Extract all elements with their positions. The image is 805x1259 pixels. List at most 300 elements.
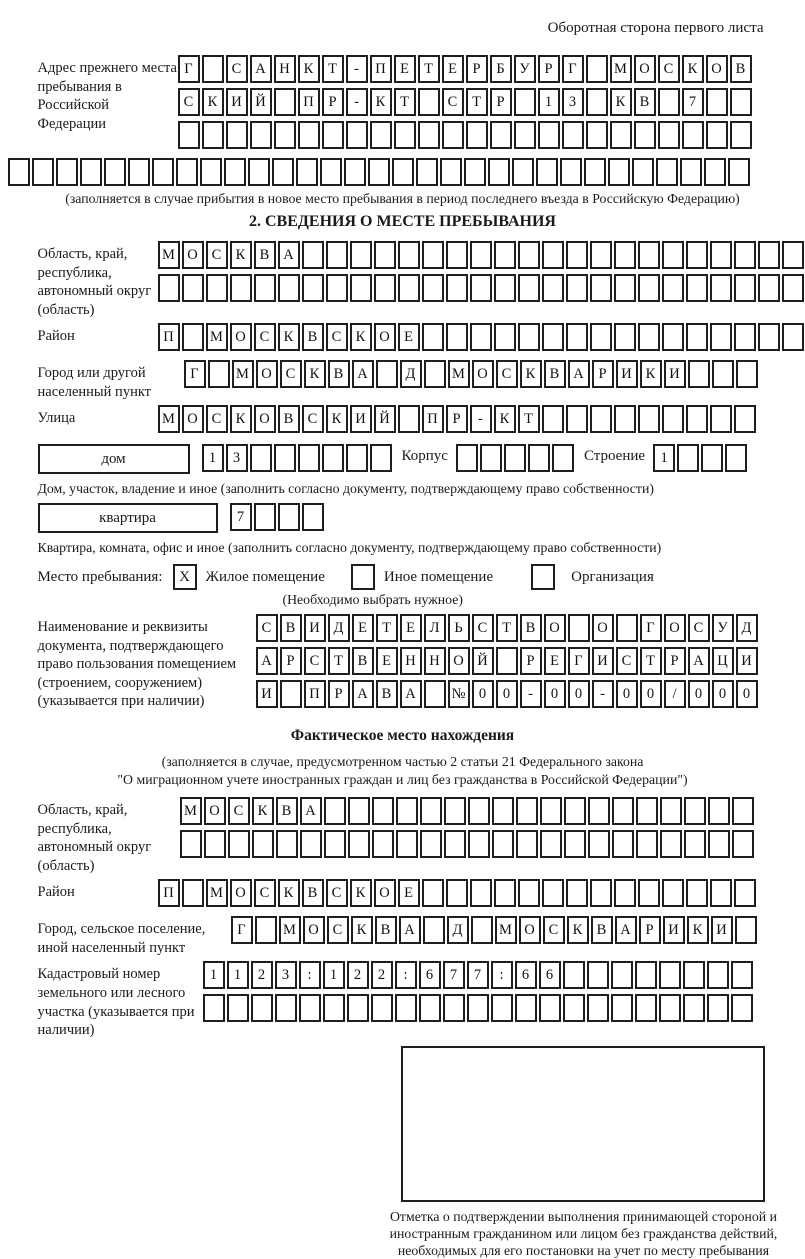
char-cell[interactable]: Р xyxy=(446,405,468,433)
char-cell[interactable] xyxy=(492,797,514,825)
char-cell[interactable] xyxy=(614,879,636,907)
char-cell[interactable]: П xyxy=(158,323,180,351)
char-cell[interactable]: А xyxy=(400,680,422,708)
char-cell[interactable] xyxy=(299,994,321,1022)
char-cell[interactable] xyxy=(758,241,780,269)
char-cell[interactable]: 0 xyxy=(640,680,662,708)
char-cell[interactable]: М xyxy=(206,323,228,351)
char-cell[interactable] xyxy=(8,158,30,186)
char-cell[interactable] xyxy=(708,797,730,825)
char-cell[interactable]: К xyxy=(370,88,392,116)
char-cell[interactable] xyxy=(470,241,492,269)
char-cell[interactable]: О xyxy=(664,614,686,642)
char-cell[interactable] xyxy=(422,323,444,351)
char-cell[interactable]: 0 xyxy=(568,680,590,708)
char-cell[interactable] xyxy=(466,121,488,149)
char-cell[interactable]: 6 xyxy=(515,961,537,989)
char-cell[interactable] xyxy=(584,158,606,186)
char-cell[interactable]: О xyxy=(256,360,278,388)
char-cell[interactable]: А xyxy=(568,360,590,388)
char-cell[interactable]: Г xyxy=(562,55,584,83)
char-cell[interactable] xyxy=(568,614,590,642)
char-cell[interactable] xyxy=(634,121,656,149)
char-cell[interactable] xyxy=(416,158,438,186)
char-cell[interactable]: С xyxy=(658,55,680,83)
char-cell[interactable] xyxy=(248,158,270,186)
char-cell[interactable] xyxy=(566,405,588,433)
char-cell[interactable] xyxy=(782,323,804,351)
char-cell[interactable] xyxy=(731,994,753,1022)
char-cell[interactable]: С xyxy=(616,647,638,675)
char-cell[interactable] xyxy=(204,830,226,858)
char-cell[interactable]: И xyxy=(664,360,686,388)
char-cell[interactable] xyxy=(152,158,174,186)
char-cell[interactable]: О xyxy=(182,241,204,269)
char-cell[interactable]: 3 xyxy=(226,444,248,472)
char-cell[interactable] xyxy=(632,158,654,186)
char-cell[interactable] xyxy=(250,444,272,472)
char-cell[interactable]: Е xyxy=(394,55,416,83)
char-cell[interactable] xyxy=(590,241,612,269)
char-cell[interactable] xyxy=(638,879,660,907)
char-cell[interactable]: С xyxy=(228,797,250,825)
char-cell[interactable] xyxy=(590,323,612,351)
char-cell[interactable] xyxy=(734,323,756,351)
char-cell[interactable]: С xyxy=(206,241,228,269)
char-cell[interactable]: К xyxy=(278,879,300,907)
char-cell[interactable] xyxy=(730,121,752,149)
char-cell[interactable] xyxy=(446,274,468,302)
char-cell[interactable] xyxy=(614,274,636,302)
char-cell[interactable]: В xyxy=(634,88,656,116)
char-cell[interactable] xyxy=(518,241,540,269)
char-cell[interactable] xyxy=(180,830,202,858)
char-cell[interactable] xyxy=(686,323,708,351)
char-cell[interactable] xyxy=(710,274,732,302)
char-cell[interactable]: В xyxy=(591,916,613,944)
char-cell[interactable] xyxy=(659,961,681,989)
char-cell[interactable] xyxy=(32,158,54,186)
char-cell[interactable] xyxy=(252,830,274,858)
char-cell[interactable] xyxy=(326,241,348,269)
char-cell[interactable] xyxy=(202,121,224,149)
char-cell[interactable] xyxy=(422,274,444,302)
char-cell[interactable] xyxy=(255,916,277,944)
char-cell[interactable] xyxy=(322,121,344,149)
char-cell[interactable]: С xyxy=(326,323,348,351)
char-cell[interactable]: 7 xyxy=(682,88,704,116)
char-cell[interactable] xyxy=(419,994,441,1022)
char-cell[interactable] xyxy=(587,961,609,989)
char-cell[interactable]: 6 xyxy=(419,961,441,989)
char-cell[interactable]: 7 xyxy=(467,961,489,989)
char-cell[interactable] xyxy=(395,994,417,1022)
char-cell[interactable] xyxy=(782,274,804,302)
checkbox-zhiloe[interactable]: X xyxy=(173,564,197,590)
char-cell[interactable] xyxy=(298,444,320,472)
char-cell[interactable] xyxy=(536,158,558,186)
char-cell[interactable] xyxy=(254,274,276,302)
char-cell[interactable] xyxy=(275,994,297,1022)
char-cell[interactable] xyxy=(566,323,588,351)
char-cell[interactable]: И xyxy=(616,360,638,388)
checkbox-organizaciya[interactable] xyxy=(531,564,555,590)
char-cell[interactable]: Й xyxy=(472,647,494,675)
char-cell[interactable] xyxy=(734,879,756,907)
char-cell[interactable] xyxy=(660,830,682,858)
char-cell[interactable] xyxy=(470,323,492,351)
char-cell[interactable]: В xyxy=(352,647,374,675)
char-cell[interactable]: М xyxy=(279,916,301,944)
char-cell[interactable]: А xyxy=(615,916,637,944)
char-cell[interactable] xyxy=(540,797,562,825)
char-cell[interactable] xyxy=(208,360,230,388)
char-cell[interactable]: 7 xyxy=(230,503,252,531)
char-cell[interactable] xyxy=(614,241,636,269)
char-cell[interactable]: 3 xyxy=(275,961,297,989)
char-cell[interactable] xyxy=(374,274,396,302)
char-cell[interactable] xyxy=(542,323,564,351)
char-cell[interactable] xyxy=(228,830,250,858)
char-cell[interactable]: : xyxy=(491,961,513,989)
char-cell[interactable]: В xyxy=(376,680,398,708)
char-cell[interactable] xyxy=(494,274,516,302)
char-cell[interactable]: С xyxy=(304,647,326,675)
char-cell[interactable]: О xyxy=(374,879,396,907)
char-cell[interactable]: А xyxy=(278,241,300,269)
char-cell[interactable] xyxy=(564,830,586,858)
char-cell[interactable]: 2 xyxy=(251,961,273,989)
char-cell[interactable]: К xyxy=(326,405,348,433)
char-cell[interactable]: А xyxy=(399,916,421,944)
char-cell[interactable] xyxy=(468,830,490,858)
char-cell[interactable] xyxy=(323,994,345,1022)
char-cell[interactable]: К xyxy=(230,241,252,269)
char-cell[interactable]: Т xyxy=(466,88,488,116)
char-cell[interactable]: Ц xyxy=(712,647,734,675)
char-cell[interactable]: И xyxy=(226,88,248,116)
char-cell[interactable] xyxy=(278,503,300,531)
char-cell[interactable]: П xyxy=(298,88,320,116)
char-cell[interactable] xyxy=(540,830,562,858)
char-cell[interactable] xyxy=(638,274,660,302)
char-cell[interactable] xyxy=(590,405,612,433)
char-cell[interactable] xyxy=(587,994,609,1022)
char-cell[interactable]: М xyxy=(158,241,180,269)
char-cell[interactable]: № xyxy=(448,680,470,708)
char-cell[interactable] xyxy=(732,797,754,825)
char-cell[interactable]: О xyxy=(182,405,204,433)
char-cell[interactable]: П xyxy=(158,879,180,907)
char-cell[interactable]: М xyxy=(206,879,228,907)
char-cell[interactable]: 1 xyxy=(538,88,560,116)
char-cell[interactable] xyxy=(542,274,564,302)
char-cell[interactable]: А xyxy=(688,647,710,675)
char-cell[interactable]: 0 xyxy=(472,680,494,708)
char-cell[interactable] xyxy=(710,405,732,433)
char-cell[interactable] xyxy=(516,830,538,858)
char-cell[interactable]: 2 xyxy=(347,961,369,989)
char-cell[interactable] xyxy=(178,121,200,149)
char-cell[interactable] xyxy=(538,121,560,149)
char-cell[interactable]: И xyxy=(592,647,614,675)
char-cell[interactable] xyxy=(398,274,420,302)
char-cell[interactable]: П xyxy=(304,680,326,708)
char-cell[interactable] xyxy=(302,241,324,269)
char-cell[interactable]: О xyxy=(303,916,325,944)
char-cell[interactable] xyxy=(731,961,753,989)
char-cell[interactable] xyxy=(635,994,657,1022)
char-cell[interactable] xyxy=(636,797,658,825)
char-cell[interactable]: Й xyxy=(250,88,272,116)
char-cell[interactable] xyxy=(251,994,273,1022)
char-cell[interactable] xyxy=(616,614,638,642)
char-cell[interactable]: С xyxy=(280,360,302,388)
char-cell[interactable]: В xyxy=(375,916,397,944)
char-cell[interactable]: 1 xyxy=(227,961,249,989)
char-cell[interactable] xyxy=(298,121,320,149)
char-cell[interactable] xyxy=(560,158,582,186)
char-cell[interactable] xyxy=(470,879,492,907)
char-cell[interactable] xyxy=(708,830,730,858)
char-cell[interactable] xyxy=(586,88,608,116)
char-cell[interactable] xyxy=(735,916,757,944)
char-cell[interactable]: С xyxy=(302,405,324,433)
char-cell[interactable] xyxy=(688,360,710,388)
char-cell[interactable] xyxy=(614,405,636,433)
char-cell[interactable] xyxy=(372,797,394,825)
char-cell[interactable]: М xyxy=(448,360,470,388)
char-cell[interactable]: С xyxy=(226,55,248,83)
char-cell[interactable] xyxy=(422,879,444,907)
char-cell[interactable] xyxy=(706,121,728,149)
char-cell[interactable]: С xyxy=(543,916,565,944)
char-cell[interactable] xyxy=(200,158,222,186)
char-cell[interactable] xyxy=(586,121,608,149)
char-cell[interactable]: Н xyxy=(274,55,296,83)
char-cell[interactable] xyxy=(590,274,612,302)
char-cell[interactable]: С xyxy=(688,614,710,642)
char-cell[interactable] xyxy=(590,879,612,907)
char-cell[interactable] xyxy=(662,323,684,351)
char-cell[interactable] xyxy=(686,879,708,907)
char-cell[interactable]: К xyxy=(687,916,709,944)
char-cell[interactable]: И xyxy=(256,680,278,708)
char-cell[interactable]: 7 xyxy=(443,961,465,989)
char-cell[interactable]: У xyxy=(712,614,734,642)
char-cell[interactable] xyxy=(182,323,204,351)
char-cell[interactable] xyxy=(376,360,398,388)
char-cell[interactable] xyxy=(371,994,393,1022)
char-cell[interactable]: : xyxy=(299,961,321,989)
char-cell[interactable]: Т xyxy=(418,55,440,83)
char-cell[interactable]: Е xyxy=(400,614,422,642)
char-cell[interactable]: 1 xyxy=(323,961,345,989)
char-cell[interactable]: И xyxy=(350,405,372,433)
char-cell[interactable] xyxy=(446,323,468,351)
house-type-box[interactable]: дом xyxy=(38,444,190,474)
char-cell[interactable] xyxy=(539,994,561,1022)
char-cell[interactable]: Г xyxy=(231,916,253,944)
char-cell[interactable]: О xyxy=(230,323,252,351)
char-cell[interactable] xyxy=(680,158,702,186)
char-cell[interactable] xyxy=(542,241,564,269)
char-cell[interactable]: П xyxy=(370,55,392,83)
char-cell[interactable]: О xyxy=(706,55,728,83)
char-cell[interactable]: П xyxy=(422,405,444,433)
char-cell[interactable]: С xyxy=(178,88,200,116)
char-cell[interactable]: К xyxy=(567,916,589,944)
char-cell[interactable] xyxy=(658,121,680,149)
char-cell[interactable]: К xyxy=(252,797,274,825)
char-cell[interactable]: Е xyxy=(544,647,566,675)
char-cell[interactable]: 0 xyxy=(544,680,566,708)
char-cell[interactable] xyxy=(422,241,444,269)
char-cell[interactable]: К xyxy=(278,323,300,351)
char-cell[interactable] xyxy=(658,88,680,116)
char-cell[interactable]: И xyxy=(711,916,733,944)
char-cell[interactable] xyxy=(494,879,516,907)
char-cell[interactable]: О xyxy=(519,916,541,944)
char-cell[interactable] xyxy=(496,647,518,675)
char-cell[interactable] xyxy=(734,405,756,433)
char-cell[interactable] xyxy=(612,830,634,858)
char-cell[interactable]: / xyxy=(664,680,686,708)
char-cell[interactable] xyxy=(566,274,588,302)
char-cell[interactable] xyxy=(515,994,537,1022)
confirmation-mark-box[interactable] xyxy=(401,1046,765,1202)
char-cell[interactable]: О xyxy=(592,614,614,642)
char-cell[interactable] xyxy=(80,158,102,186)
char-cell[interactable] xyxy=(398,405,420,433)
char-cell[interactable] xyxy=(276,830,298,858)
char-cell[interactable]: Д xyxy=(400,360,422,388)
char-cell[interactable]: И xyxy=(304,614,326,642)
char-cell[interactable]: Е xyxy=(398,323,420,351)
char-cell[interactable] xyxy=(611,994,633,1022)
char-cell[interactable]: В xyxy=(276,797,298,825)
char-cell[interactable] xyxy=(542,405,564,433)
char-cell[interactable]: - xyxy=(592,680,614,708)
char-cell[interactable]: А xyxy=(352,680,374,708)
char-cell[interactable] xyxy=(398,241,420,269)
char-cell[interactable] xyxy=(552,444,574,472)
char-cell[interactable] xyxy=(488,158,510,186)
char-cell[interactable] xyxy=(563,961,585,989)
char-cell[interactable] xyxy=(491,994,513,1022)
char-cell[interactable]: Н xyxy=(400,647,422,675)
char-cell[interactable] xyxy=(662,879,684,907)
char-cell[interactable] xyxy=(230,274,252,302)
char-cell[interactable] xyxy=(104,158,126,186)
char-cell[interactable]: Е xyxy=(352,614,374,642)
char-cell[interactable]: К xyxy=(230,405,252,433)
char-cell[interactable] xyxy=(782,241,804,269)
char-cell[interactable]: И xyxy=(663,916,685,944)
char-cell[interactable] xyxy=(326,274,348,302)
char-cell[interactable] xyxy=(440,158,462,186)
char-cell[interactable]: А xyxy=(300,797,322,825)
char-cell[interactable] xyxy=(492,830,514,858)
char-cell[interactable] xyxy=(442,121,464,149)
checkbox-inoe[interactable] xyxy=(351,564,375,590)
char-cell[interactable]: В xyxy=(328,360,350,388)
char-cell[interactable] xyxy=(710,323,732,351)
char-cell[interactable]: Т xyxy=(518,405,540,433)
char-cell[interactable]: - xyxy=(346,88,368,116)
char-cell[interactable] xyxy=(514,88,536,116)
char-cell[interactable] xyxy=(494,241,516,269)
char-cell[interactable] xyxy=(350,241,372,269)
char-cell[interactable] xyxy=(471,916,493,944)
char-cell[interactable]: У xyxy=(514,55,536,83)
char-cell[interactable]: Л xyxy=(424,614,446,642)
char-cell[interactable] xyxy=(758,274,780,302)
char-cell[interactable] xyxy=(518,274,540,302)
char-cell[interactable] xyxy=(418,88,440,116)
char-cell[interactable] xyxy=(423,916,445,944)
char-cell[interactable] xyxy=(324,830,346,858)
char-cell[interactable] xyxy=(683,994,705,1022)
char-cell[interactable] xyxy=(394,121,416,149)
char-cell[interactable] xyxy=(464,158,486,186)
char-cell[interactable]: Т xyxy=(328,647,350,675)
char-cell[interactable] xyxy=(348,797,370,825)
char-cell[interactable] xyxy=(712,360,734,388)
char-cell[interactable] xyxy=(638,405,660,433)
char-cell[interactable]: С xyxy=(256,614,278,642)
char-cell[interactable] xyxy=(420,797,442,825)
char-cell[interactable] xyxy=(635,961,657,989)
char-cell[interactable] xyxy=(443,994,465,1022)
char-cell[interactable]: О xyxy=(544,614,566,642)
char-cell[interactable]: М xyxy=(232,360,254,388)
char-cell[interactable] xyxy=(710,241,732,269)
char-cell[interactable]: - xyxy=(346,55,368,83)
char-cell[interactable] xyxy=(612,797,634,825)
char-cell[interactable] xyxy=(158,274,180,302)
char-cell[interactable]: : xyxy=(395,961,417,989)
char-cell[interactable]: Н xyxy=(424,647,446,675)
char-cell[interactable]: Г xyxy=(178,55,200,83)
char-cell[interactable] xyxy=(610,121,632,149)
char-cell[interactable]: В xyxy=(302,323,324,351)
char-cell[interactable]: С xyxy=(496,360,518,388)
char-cell[interactable]: Б xyxy=(490,55,512,83)
char-cell[interactable] xyxy=(424,360,446,388)
char-cell[interactable]: А xyxy=(250,55,272,83)
char-cell[interactable] xyxy=(274,121,296,149)
char-cell[interactable]: Р xyxy=(639,916,661,944)
char-cell[interactable] xyxy=(504,444,526,472)
char-cell[interactable]: К xyxy=(350,879,372,907)
char-cell[interactable]: С xyxy=(472,614,494,642)
char-cell[interactable] xyxy=(494,323,516,351)
char-cell[interactable] xyxy=(278,274,300,302)
char-cell[interactable]: Р xyxy=(466,55,488,83)
char-cell[interactable] xyxy=(346,121,368,149)
char-cell[interactable]: И xyxy=(736,647,758,675)
char-cell[interactable] xyxy=(446,879,468,907)
char-cell[interactable] xyxy=(274,444,296,472)
char-cell[interactable]: М xyxy=(158,405,180,433)
char-cell[interactable] xyxy=(660,797,682,825)
char-cell[interactable] xyxy=(368,158,390,186)
char-cell[interactable] xyxy=(128,158,150,186)
char-cell[interactable]: Ь xyxy=(448,614,470,642)
char-cell[interactable] xyxy=(514,121,536,149)
char-cell[interactable]: Т xyxy=(496,614,518,642)
